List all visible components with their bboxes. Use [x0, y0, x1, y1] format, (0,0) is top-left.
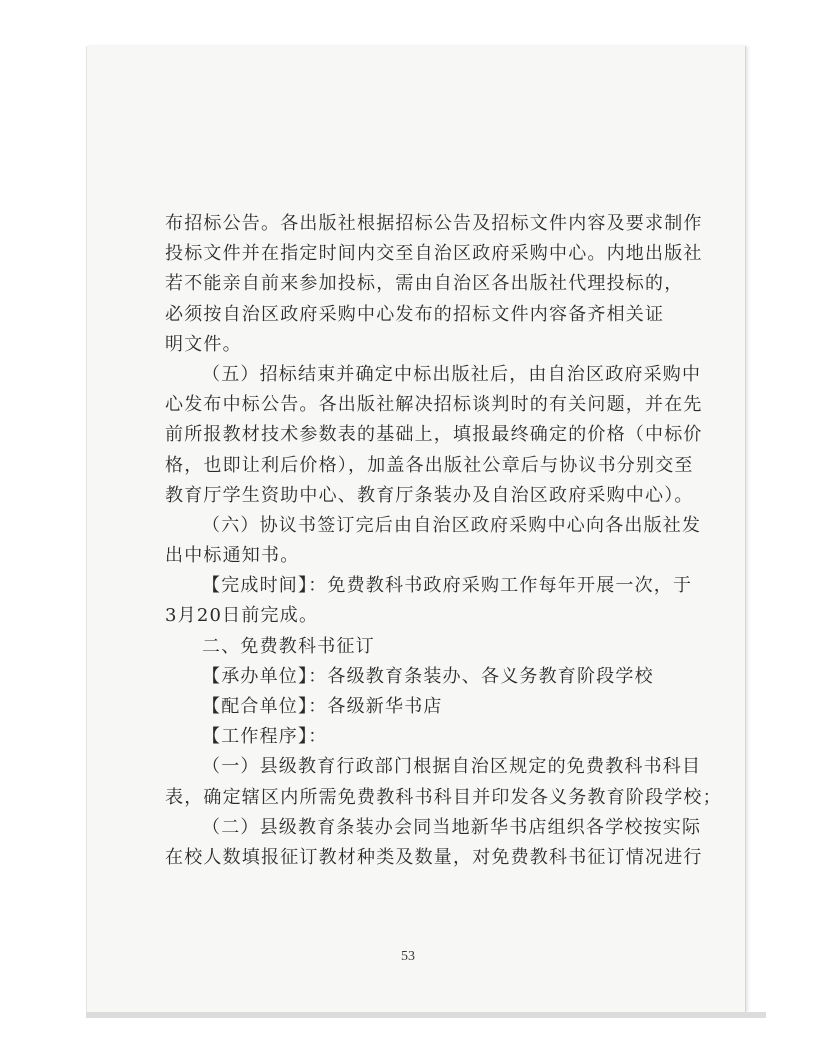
paragraph-line: 前所报教材技术参数表的基础上，填报最终确定的价格（中标价	[165, 424, 703, 446]
paragraph-line: （一）县级教育行政部门根据自治区规定的免费教科书科目	[202, 756, 702, 778]
paragraph-line: 【承办单位】：各级教育条装办、各义务教育阶段学校	[202, 665, 654, 687]
paragraph-line: 出中标通知书。	[165, 545, 300, 567]
paragraph-line: 表，确定辖区内所需免费教科书科目并印发各义务教育阶段学校；	[165, 786, 722, 808]
paragraph-line: （二）县级教育条装办会同当地新华书店组织各学校按实际	[202, 816, 702, 838]
paragraph-line: 【配合单位】：各级新华书店	[202, 696, 443, 717]
paragraph-line: 教育厅学生资助中心、教育厅条装办及自治区政府采购中心）。	[165, 484, 694, 506]
paragraph-line: 若不能亲自前来参加投标，需由自治区各出版社代理投标的，	[165, 273, 684, 295]
section-heading: 二、免费教科书征订	[202, 635, 375, 657]
paragraph-line: 在校人数填报征订教材种类及数量，对免费教科书征订情况进行	[165, 846, 703, 868]
paragraph-line: （六）协议书签订完后由自治区政府采购中心向各出版社发	[202, 514, 702, 536]
paragraph-line: 心发布中标公告。各出版社解决招标谈判时的有关问题，并在先	[165, 394, 703, 416]
document-body	[165, 209, 722, 873]
paragraph-line: 布招标公告。各出版社根据招标公告及招标文件内容及要求制作	[165, 213, 703, 234]
paragraph-line: 投标文件并在指定时间内交至自治区政府采购中心。内地出版社	[165, 243, 703, 265]
paragraph-line: 【工作程序】：	[202, 726, 328, 748]
paragraph-line: 【完成时间】：免费教科书政府采购工作每年开展一次，于	[202, 575, 693, 597]
paragraph-line: （五）招标结束并确定中标出版社后，由自治区政府采购中	[202, 363, 702, 385]
paragraph-line: 3月20日前完成。	[165, 605, 319, 627]
scan-edge	[86, 1012, 766, 1018]
page-number: 53	[401, 949, 415, 964]
paragraph-line: 明文件。	[165, 333, 242, 355]
paragraph-line: 格，也即让利后价格），加盖各出版社公章后与协议书分别交至	[165, 454, 694, 476]
paragraph-line: 必须按自治区政府采购中心发布的招标文件内容备齐相关证	[165, 303, 665, 325]
